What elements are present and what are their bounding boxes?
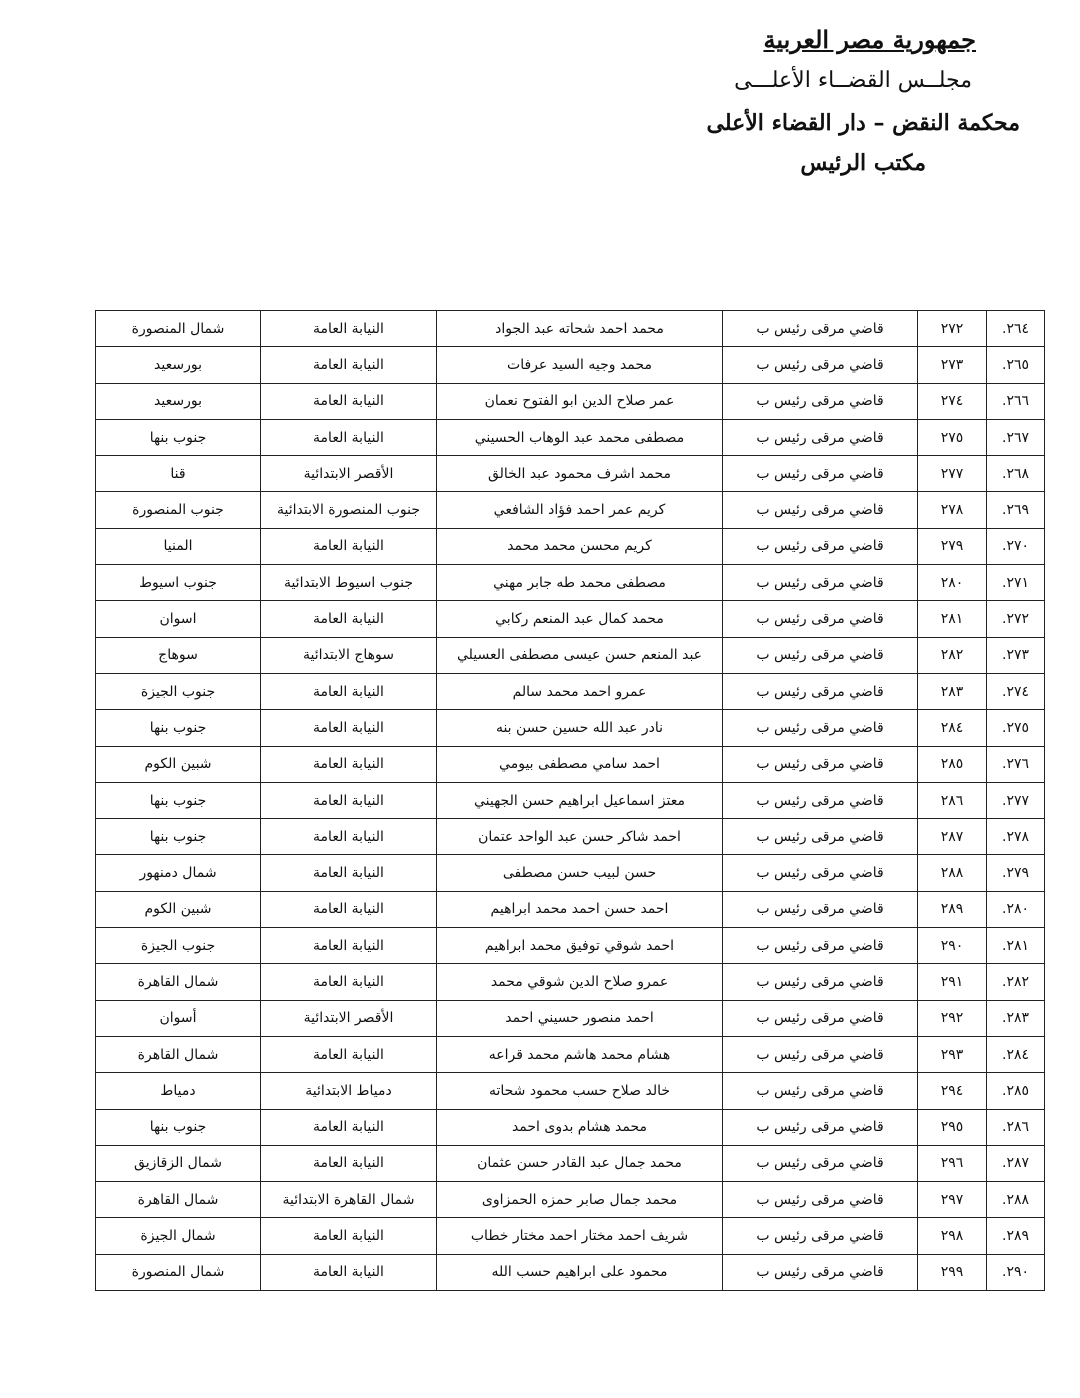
row-sequence-cell: ٢٨١. bbox=[987, 928, 1045, 964]
row-department-cell: جنوب اسيوط الابتدائية bbox=[261, 565, 437, 601]
table-row bbox=[96, 601, 1045, 637]
judges-table-body bbox=[96, 311, 1045, 1291]
row-sequence-cell: ٢٦٨. bbox=[987, 456, 1045, 492]
row-sequence-cell: ٢٧٣. bbox=[987, 637, 1045, 673]
table-row bbox=[96, 1036, 1045, 1072]
row-name-cell: احمد شاكر حسن عبد الواحد عتمان bbox=[437, 819, 723, 855]
row-sequence-cell: ٢٨٠. bbox=[987, 891, 1045, 927]
table-row bbox=[96, 964, 1045, 1000]
row-code-cell: ٢٨٦ bbox=[918, 782, 987, 818]
row-location-cell: جنوب الجيزة bbox=[96, 673, 261, 709]
row-code-cell: ٢٩٣ bbox=[918, 1036, 987, 1072]
row-name-cell: هشام محمد هاشم محمد قراعه bbox=[437, 1036, 723, 1072]
row-name-cell: عمرو احمد محمد سالم bbox=[437, 673, 723, 709]
row-location-cell: شمال القاهرة bbox=[96, 1036, 261, 1072]
row-location-cell: جنوب المنصورة bbox=[96, 492, 261, 528]
row-name-cell: مصطفى محمد طه جابر مهني bbox=[437, 565, 723, 601]
row-location-cell: شبين الكوم bbox=[96, 746, 261, 782]
row-name-cell: عبد المنعم حسن عيسى مصطفى العسيلي bbox=[437, 637, 723, 673]
row-sequence-cell: ٢٩٠. bbox=[987, 1254, 1045, 1290]
row-department-cell: النيابة العامة bbox=[261, 891, 437, 927]
row-code-cell: ٢٨١ bbox=[918, 601, 987, 637]
row-location-cell: شبين الكوم bbox=[96, 891, 261, 927]
row-name-cell: احمد شوقي توفيق محمد ابراهيم bbox=[437, 928, 723, 964]
row-location-cell: شمال الجيزة bbox=[96, 1218, 261, 1254]
row-title-cell: قاضي مرقى رئيس ب bbox=[723, 928, 918, 964]
row-location-cell: جنوب بنها bbox=[96, 819, 261, 855]
row-name-cell: محمد جمال عبد القادر حسن عثمان bbox=[437, 1145, 723, 1181]
row-title-cell: قاضي مرقى رئيس ب bbox=[723, 1073, 918, 1109]
row-name-cell: محمد كمال عبد المنعم ركابي bbox=[437, 601, 723, 637]
table-row bbox=[96, 383, 1045, 419]
header-court: محكمة النقض – دار القضاء الأعلى bbox=[706, 110, 1020, 136]
row-location-cell: جنوب بنها bbox=[96, 782, 261, 818]
table-row bbox=[96, 928, 1045, 964]
table-row bbox=[96, 1218, 1045, 1254]
row-code-cell: ٢٩١ bbox=[918, 964, 987, 1000]
row-code-cell: ٢٨٣ bbox=[918, 673, 987, 709]
row-sequence-cell: ٢٨٩. bbox=[987, 1218, 1045, 1254]
row-name-cell: محمد جمال صابر حمزه الحمزاوى bbox=[437, 1182, 723, 1218]
row-name-cell: معتز اسماعيل ابراهيم حسن الجهيني bbox=[437, 782, 723, 818]
row-sequence-cell: ٢٧٤. bbox=[987, 673, 1045, 709]
row-code-cell: ٢٧٨ bbox=[918, 492, 987, 528]
table-row bbox=[96, 819, 1045, 855]
row-code-cell: ٢٨٩ bbox=[918, 891, 987, 927]
row-code-cell: ٢٧٥ bbox=[918, 419, 987, 455]
row-code-cell: ٢٧٧ bbox=[918, 456, 987, 492]
row-code-cell: ٢٨٠ bbox=[918, 565, 987, 601]
row-location-cell: شمال المنصورة bbox=[96, 311, 261, 347]
table-row bbox=[96, 492, 1045, 528]
row-title-cell: قاضي مرقى رئيس ب bbox=[723, 1109, 918, 1145]
row-sequence-cell: ٢٧٥. bbox=[987, 710, 1045, 746]
row-department-cell: النيابة العامة bbox=[261, 1036, 437, 1072]
row-sequence-cell: ٢٦٥. bbox=[987, 347, 1045, 383]
table-row bbox=[96, 1145, 1045, 1181]
row-department-cell: النيابة العامة bbox=[261, 782, 437, 818]
row-location-cell: أسوان bbox=[96, 1000, 261, 1036]
judges-table bbox=[95, 310, 1045, 1291]
row-sequence-cell: ٢٧٧. bbox=[987, 782, 1045, 818]
row-sequence-cell: ٢٧٠. bbox=[987, 528, 1045, 564]
row-code-cell: ٢٩٥ bbox=[918, 1109, 987, 1145]
row-department-cell: النيابة العامة bbox=[261, 1218, 437, 1254]
row-sequence-cell: ٢٧٨. bbox=[987, 819, 1045, 855]
row-title-cell: قاضي مرقى رئيس ب bbox=[723, 492, 918, 528]
row-title-cell: قاضي مرقى رئيس ب bbox=[723, 1182, 918, 1218]
row-department-cell: سوهاج الابتدائية bbox=[261, 637, 437, 673]
row-department-cell: دمياط الابتدائية bbox=[261, 1073, 437, 1109]
row-title-cell: قاضي مرقى رئيس ب bbox=[723, 601, 918, 637]
table-row bbox=[96, 746, 1045, 782]
row-location-cell: جنوب بنها bbox=[96, 710, 261, 746]
row-department-cell: النيابة العامة bbox=[261, 601, 437, 637]
row-title-cell: قاضي مرقى رئيس ب bbox=[723, 347, 918, 383]
row-location-cell: شمال المنصورة bbox=[96, 1254, 261, 1290]
table-row bbox=[96, 891, 1045, 927]
row-department-cell: النيابة العامة bbox=[261, 528, 437, 564]
row-department-cell: جنوب المنصورة الابتدائية bbox=[261, 492, 437, 528]
row-department-cell: النيابة العامة bbox=[261, 383, 437, 419]
row-sequence-cell: ٢٧٩. bbox=[987, 855, 1045, 891]
row-code-cell: ٢٧٢ bbox=[918, 311, 987, 347]
row-code-cell: ٢٩٦ bbox=[918, 1145, 987, 1181]
row-location-cell: دمياط bbox=[96, 1073, 261, 1109]
row-title-cell: قاضي مرقى رئيس ب bbox=[723, 1254, 918, 1290]
row-name-cell: خالد صلاح حسب محمود شحاته bbox=[437, 1073, 723, 1109]
row-location-cell: جنوب بنها bbox=[96, 419, 261, 455]
row-name-cell: عمرو صلاح الدين شوقي محمد bbox=[437, 964, 723, 1000]
row-code-cell: ٢٨٢ bbox=[918, 637, 987, 673]
row-code-cell: ٢٩٨ bbox=[918, 1218, 987, 1254]
row-name-cell: محمد هشام بدوى احمد bbox=[437, 1109, 723, 1145]
row-code-cell: ٢٧٩ bbox=[918, 528, 987, 564]
row-name-cell: كريم محسن محمد محمد bbox=[437, 528, 723, 564]
row-department-cell: النيابة العامة bbox=[261, 1145, 437, 1181]
row-location-cell: بورسعيد bbox=[96, 347, 261, 383]
row-sequence-cell: ٢٨٦. bbox=[987, 1109, 1045, 1145]
header-office: مكتب الرئيس bbox=[800, 150, 926, 176]
row-sequence-cell: ٢٧٢. bbox=[987, 601, 1045, 637]
row-title-cell: قاضي مرقى رئيس ب bbox=[723, 746, 918, 782]
row-title-cell: قاضي مرقى رئيس ب bbox=[723, 1000, 918, 1036]
table-row bbox=[96, 637, 1045, 673]
row-location-cell: جنوب الجيزة bbox=[96, 928, 261, 964]
row-title-cell: قاضي مرقى رئيس ب bbox=[723, 710, 918, 746]
row-name-cell: محمد احمد شحاته عبد الجواد bbox=[437, 311, 723, 347]
row-title-cell: قاضي مرقى رئيس ب bbox=[723, 1218, 918, 1254]
document-header bbox=[600, 25, 1020, 176]
row-name-cell: حسن لبيب حسن مصطفى bbox=[437, 855, 723, 891]
row-title-cell: قاضي مرقى رئيس ب bbox=[723, 383, 918, 419]
table-row bbox=[96, 782, 1045, 818]
row-location-cell: المنيا bbox=[96, 528, 261, 564]
table-row bbox=[96, 528, 1045, 564]
row-title-cell: قاضي مرقى رئيس ب bbox=[723, 782, 918, 818]
row-location-cell: جنوب بنها bbox=[96, 1109, 261, 1145]
row-sequence-cell: ٢٦٦. bbox=[987, 383, 1045, 419]
row-title-cell: قاضي مرقى رئيس ب bbox=[723, 637, 918, 673]
row-department-cell: النيابة العامة bbox=[261, 673, 437, 709]
row-title-cell: قاضي مرقى رئيس ب bbox=[723, 1036, 918, 1072]
row-title-cell: قاضي مرقى رئيس ب bbox=[723, 855, 918, 891]
row-code-cell: ٢٨٥ bbox=[918, 746, 987, 782]
row-location-cell: اسوان bbox=[96, 601, 261, 637]
row-code-cell: ٢٧٤ bbox=[918, 383, 987, 419]
row-department-cell: النيابة العامة bbox=[261, 928, 437, 964]
row-department-cell: النيابة العامة bbox=[261, 1109, 437, 1145]
row-sequence-cell: ٢٨٨. bbox=[987, 1182, 1045, 1218]
table-row bbox=[96, 311, 1045, 347]
row-department-cell: النيابة العامة bbox=[261, 964, 437, 1000]
row-code-cell: ٢٨٧ bbox=[918, 819, 987, 855]
row-name-cell: محمود على ابراهيم حسب الله bbox=[437, 1254, 723, 1290]
row-name-cell: كريم عمر احمد فؤاد الشافعي bbox=[437, 492, 723, 528]
table-row bbox=[96, 456, 1045, 492]
row-code-cell: ٢٩٩ bbox=[918, 1254, 987, 1290]
row-location-cell: شمال القاهرة bbox=[96, 1182, 261, 1218]
table-row bbox=[96, 855, 1045, 891]
header-country: جمهورية مصر العربية bbox=[763, 25, 976, 54]
row-department-cell: الأقصر الابتدائية bbox=[261, 1000, 437, 1036]
row-title-cell: قاضي مرقى رئيس ب bbox=[723, 1145, 918, 1181]
row-title-cell: قاضي مرقى رئيس ب bbox=[723, 891, 918, 927]
row-name-cell: احمد سامي مصطفى بيومي bbox=[437, 746, 723, 782]
row-sequence-cell: ٢٨٣. bbox=[987, 1000, 1045, 1036]
row-department-cell: النيابة العامة bbox=[261, 1254, 437, 1290]
row-location-cell: سوهاج bbox=[96, 637, 261, 673]
row-title-cell: قاضي مرقى رئيس ب bbox=[723, 311, 918, 347]
row-title-cell: قاضي مرقى رئيس ب bbox=[723, 419, 918, 455]
row-sequence-cell: ٢٧١. bbox=[987, 565, 1045, 601]
row-name-cell: مصطفى محمد عبد الوهاب الحسيني bbox=[437, 419, 723, 455]
row-location-cell: قنا bbox=[96, 456, 261, 492]
row-name-cell: عمر صلاح الدين ابو الفتوح نعمان bbox=[437, 383, 723, 419]
row-department-cell: شمال القاهرة الابتدائية bbox=[261, 1182, 437, 1218]
row-location-cell: جنوب اسيوط bbox=[96, 565, 261, 601]
row-location-cell: شمال دمنهور bbox=[96, 855, 261, 891]
row-sequence-cell: ٢٦٧. bbox=[987, 419, 1045, 455]
row-department-cell: النيابة العامة bbox=[261, 710, 437, 746]
table-row bbox=[96, 1000, 1045, 1036]
row-code-cell: ٢٩٧ bbox=[918, 1182, 987, 1218]
row-name-cell: احمد منصور حسيني احمد bbox=[437, 1000, 723, 1036]
row-title-cell: قاضي مرقى رئيس ب bbox=[723, 964, 918, 1000]
row-sequence-cell: ٢٨٧. bbox=[987, 1145, 1045, 1181]
row-name-cell: محمد اشرف محمود عبد الخالق bbox=[437, 456, 723, 492]
table-row bbox=[96, 1109, 1045, 1145]
row-code-cell: ٢٩٢ bbox=[918, 1000, 987, 1036]
row-code-cell: ٢٨٨ bbox=[918, 855, 987, 891]
row-department-cell: الأقصر الابتدائية bbox=[261, 456, 437, 492]
row-sequence-cell: ٢٨٥. bbox=[987, 1073, 1045, 1109]
row-sequence-cell: ٢٦٩. bbox=[987, 492, 1045, 528]
row-location-cell: شمال القاهرة bbox=[96, 964, 261, 1000]
row-sequence-cell: ٢٨٤. bbox=[987, 1036, 1045, 1072]
row-location-cell: شمال الزقازيق bbox=[96, 1145, 261, 1181]
row-name-cell: محمد وجيه السيد عرفات bbox=[437, 347, 723, 383]
header-council: مجلــس القضــاء الأعلـــى bbox=[734, 68, 972, 93]
row-department-cell: النيابة العامة bbox=[261, 419, 437, 455]
row-sequence-cell: ٢٧٦. bbox=[987, 746, 1045, 782]
row-title-cell: قاضي مرقى رئيس ب bbox=[723, 565, 918, 601]
row-department-cell: النيابة العامة bbox=[261, 855, 437, 891]
row-name-cell: احمد حسن احمد محمد ابراهيم bbox=[437, 891, 723, 927]
table-row bbox=[96, 419, 1045, 455]
table-row bbox=[96, 1254, 1045, 1290]
row-title-cell: قاضي مرقى رئيس ب bbox=[723, 528, 918, 564]
row-title-cell: قاضي مرقى رئيس ب bbox=[723, 819, 918, 855]
row-code-cell: ٢٧٣ bbox=[918, 347, 987, 383]
table-row bbox=[96, 1182, 1045, 1218]
table-row bbox=[96, 347, 1045, 383]
row-department-cell: النيابة العامة bbox=[261, 746, 437, 782]
row-code-cell: ٢٨٤ bbox=[918, 710, 987, 746]
row-title-cell: قاضي مرقى رئيس ب bbox=[723, 456, 918, 492]
row-sequence-cell: ٢٦٤. bbox=[987, 311, 1045, 347]
table-row bbox=[96, 710, 1045, 746]
row-location-cell: بورسعيد bbox=[96, 383, 261, 419]
table-row bbox=[96, 673, 1045, 709]
row-department-cell: النيابة العامة bbox=[261, 819, 437, 855]
row-title-cell: قاضي مرقى رئيس ب bbox=[723, 673, 918, 709]
row-sequence-cell: ٢٨٢. bbox=[987, 964, 1045, 1000]
row-department-cell: النيابة العامة bbox=[261, 347, 437, 383]
row-name-cell: نادر عبد الله حسين حسن بنه bbox=[437, 710, 723, 746]
row-code-cell: ٢٩٤ bbox=[918, 1073, 987, 1109]
row-department-cell: النيابة العامة bbox=[261, 311, 437, 347]
table-row bbox=[96, 1073, 1045, 1109]
table-row bbox=[96, 565, 1045, 601]
row-code-cell: ٢٩٠ bbox=[918, 928, 987, 964]
row-name-cell: شريف احمد مختار احمد مختار خطاب bbox=[437, 1218, 723, 1254]
